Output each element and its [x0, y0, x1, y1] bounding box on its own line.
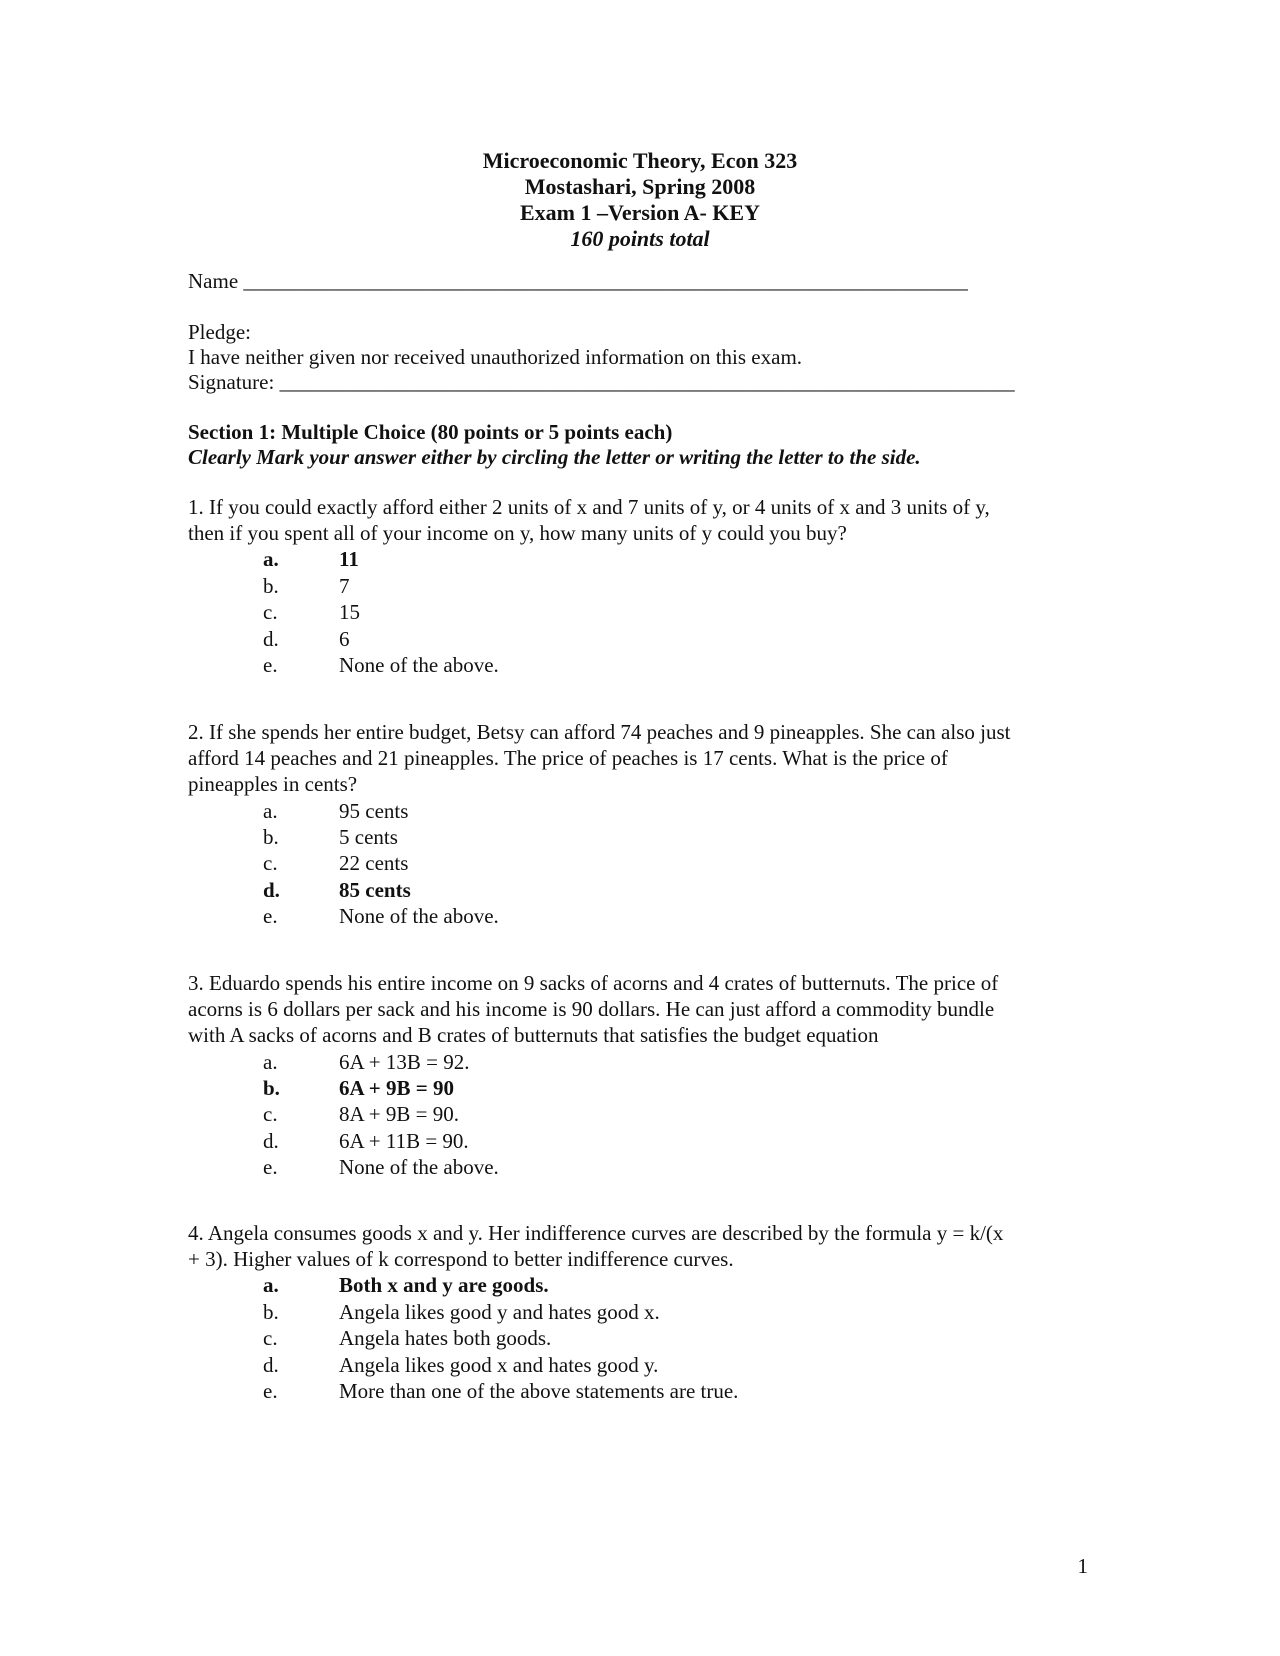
instructor-term: Mostashari, Spring 2008: [524, 174, 756, 199]
answer-option-c[interactable]: [188, 1101, 1093, 1127]
option-text: More than one of the above statements are true.: [339, 1378, 739, 1403]
answer-option-a[interactable]: [188, 546, 1093, 572]
exam-header: [0, 148, 1280, 252]
option-text: 11: [339, 547, 359, 572]
option-text: 22 cents: [339, 851, 409, 876]
answer-option-e[interactable]: [188, 903, 1093, 929]
answer-option-d[interactable]: [188, 626, 1093, 652]
option-letter: e.: [263, 904, 278, 929]
option-text: 6A + 9B = 90: [339, 1076, 454, 1100]
answer-option-c[interactable]: [188, 1325, 1093, 1351]
answer-option-b[interactable]: [188, 1299, 1093, 1325]
option-text: 8A + 9B = 90.: [339, 1102, 459, 1127]
points-total: 160 points total: [570, 226, 710, 251]
answer-option-c[interactable]: [188, 850, 1093, 876]
option-text: 6A + 11B = 90.: [339, 1128, 469, 1153]
question-2: [188, 719, 1093, 930]
option-text: 6: [339, 626, 350, 651]
option-letter: b.: [263, 825, 279, 849]
option-letter: d.: [263, 1352, 279, 1377]
answer-option-b[interactable]: [188, 1075, 1093, 1101]
option-text: 7: [339, 573, 350, 598]
answer-option-d[interactable]: [188, 877, 1093, 903]
option-letter: a.: [263, 1049, 278, 1074]
pledge-label: Pledge:: [188, 320, 251, 344]
question-stem-line: + 3). Higher values of k correspond to better indifference curves.: [188, 1247, 734, 1272]
answer-option-d[interactable]: [188, 1128, 1093, 1154]
name-line: Name _____________________________________________________________________: [188, 269, 968, 293]
option-letter: d.: [263, 877, 280, 902]
option-letter: a.: [263, 1273, 279, 1298]
answer-option-d[interactable]: [188, 1352, 1093, 1378]
pledge-statement: I have neither given nor received unauthorized information on this exam.: [188, 345, 803, 369]
question-stem-line: then if you spent all of your income on y, how many units of y could you buy?: [188, 521, 847, 546]
answer-option-c[interactable]: [188, 599, 1093, 625]
answer-option-e[interactable]: [188, 1154, 1093, 1180]
section-instructions: Clearly Mark your answer either by circling the letter or writing the letter to the side.: [188, 445, 921, 469]
question-stem-line: 3. Eduardo spends his entire income on 9 sacks of acorns and 4 crates of butternuts. The price of: [188, 971, 999, 995]
option-letter: b.: [263, 573, 279, 598]
section-title: Section 1: Multiple Choice (80 points or 5 points each): [188, 420, 673, 444]
question-4: [188, 1220, 1093, 1404]
option-text: 85 cents: [339, 877, 411, 902]
option-letter: e.: [263, 1378, 278, 1403]
question-3: [188, 970, 1093, 1181]
option-text: None of the above.: [339, 904, 499, 929]
option-text: 6A + 13B = 92.: [339, 1049, 470, 1074]
question-stem-line: afford 14 peaches and 21 pineapples. The price of peaches is 17 cents. What is the price of: [188, 746, 948, 771]
question-stem-line: acorns is 6 dollars per sack and his income is 90 dollars. He can just afford a commodity bundle: [188, 997, 995, 1022]
option-letter: b.: [263, 1299, 279, 1324]
question-stem-line: pineapples in cents?: [188, 772, 358, 797]
question-stem-line: with A sacks of acorns and B crates of butternuts that satisfies the budget equation: [188, 1023, 879, 1048]
option-letter: a.: [263, 547, 279, 572]
page-number: 1: [1077, 1554, 1088, 1578]
option-text: Both x and y are goods.: [339, 1273, 549, 1298]
option-text: None of the above.: [339, 652, 499, 677]
answer-option-a[interactable]: [188, 798, 1093, 824]
option-letter: c.: [263, 1102, 278, 1127]
option-letter: b.: [263, 1076, 280, 1100]
option-letter: c.: [263, 600, 278, 625]
question-stem-line: 4. Angela consumes goods x and y. Her indifference curves are described by the formula y = k/(x: [188, 1221, 1004, 1245]
exam-title: Exam 1 –Version A- KEY: [520, 200, 760, 225]
option-letter: c.: [263, 1326, 278, 1351]
option-letter: d.: [263, 626, 279, 651]
answer-option-a[interactable]: [188, 1049, 1093, 1075]
option-text: 5 cents: [339, 825, 398, 849]
option-text: Angela hates both goods.: [339, 1326, 552, 1351]
course-title: Microeconomic Theory, Econ 323: [482, 148, 798, 173]
option-letter: e.: [263, 652, 278, 677]
option-text: 95 cents: [339, 798, 409, 823]
answer-option-b[interactable]: [188, 573, 1093, 599]
option-text: None of the above.: [339, 1155, 499, 1180]
answer-option-a[interactable]: [188, 1272, 1093, 1298]
question-stem-line: 1. If you could exactly afford either 2 units of x and 7 units of y, or 4 units of x and 3 units of y,: [188, 495, 990, 519]
option-letter: a.: [263, 798, 278, 823]
answer-option-e[interactable]: [188, 1378, 1093, 1404]
option-letter: d.: [263, 1128, 279, 1153]
answer-option-e[interactable]: [188, 652, 1093, 678]
question-1: [188, 494, 1093, 678]
answer-option-b[interactable]: [188, 824, 1093, 850]
option-text: Angela likes good y and hates good x.: [339, 1299, 660, 1324]
signature-line: Signature: ______________________________________________________________________: [188, 370, 1015, 394]
option-text: Angela likes good x and hates good y.: [339, 1352, 659, 1377]
option-letter: c.: [263, 851, 278, 876]
option-letter: e.: [263, 1155, 278, 1180]
question-stem-line: 2. If she spends her entire budget, Betsy can afford 74 peaches and 9 pineapples. She can also just: [188, 720, 1011, 744]
option-text: 15: [339, 600, 360, 625]
